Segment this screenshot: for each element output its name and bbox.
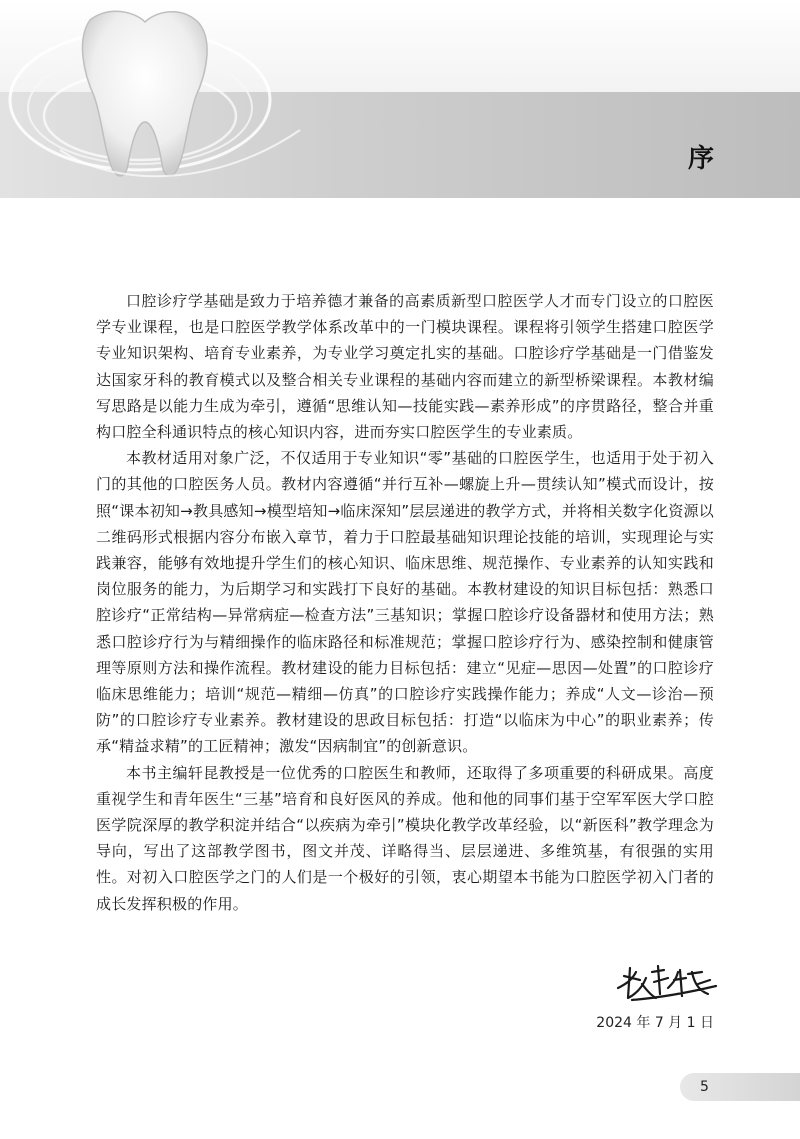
preface-body <box>96 288 714 917</box>
signature-date: 2024 年 7 月 1 日 <box>596 1015 714 1031</box>
paragraph: 本教材适用对象广泛，不仅适用于专业知识“零”基础的口腔医学生，也适用于处于初入门的其他的口腔医务人员。教材内容遵循“并行互补—螺旋上升—贯续认知”模式而设计，按照“课本初知→教具感知→模型培知→临床深知”层层递进的教学方式，并将相关数字化资源以二维码形式根据内容分布嵌入章节，着力于口腔最基础知识理论技能的培训，实现理论与实践兼容，能够有效地提升学生们的核心知识、临床思维、规范操作、专业素养的认知实践和岗位服务的能力，为后期学习和实践打下良好的基础。本教材建设的知识目标包括：熟悉口腔诊疗“正常结构—异常病症—检查方法”三基知识；掌握口腔诊疗设备器材和使用方法；熟悉口腔诊疗行为与精细操作的临床路径和标准规范；掌握口腔诊疗行为、感染控制和健康管理等原则方法和操作流程。教材建设的能力目标包括：建立“见症—思因—处置”的口腔诊疗临床思维能力；培训“规范—精细—仿真”的口腔诊疗实践操作能力；养成“人文—诊治—预防”的口腔诊疗专业素养。教材建设的思政目标包括：打造“以临床为中心”的职业素养；传承“精益求精”的工匠精神；激发“因病制宜”的创新意识。 <box>96 449 714 756</box>
paragraph: 本书主编轩昆教授是一位优秀的口腔医生和教师，还取得了多项重要的科研成果。高度重视学生和青年医生“三基”培育和良好医风的养成。他和他的同事们基于空军军医大学口腔医学院深厚的教学积淀并结合“以疾病为牵引”模块化教学改革经验，以“新医科”教学理念为导向，写出了这部教学图书，图文并茂、详略得当、层层递进、多维筑基，有很强的实用性。对初入口腔医学之门的人们是一个极好的引领，衷心期望本书能为口腔医学初入门者的成长发挥积极的作用。 <box>96 763 714 913</box>
header-banner <box>0 0 800 198</box>
page-number: 5 <box>700 1079 709 1095</box>
page-number-tab <box>680 1073 800 1101</box>
handwritten-signature <box>612 958 722 1006</box>
paragraph: 口腔诊疗学基础是致力于培养德才兼备的高素质新型口腔医学人才而专门设立的口腔医学专业课程，也是口腔医学教学体系改革中的一门模块课程。课程将引领学生搭建口腔医学专业知识架构、培育专业素养，为专业学习奠定扎实的基础。口腔诊疗学基础是一门借鉴发达国家牙科的教育模式以及整合相关专业课程的基础内容而建立的新型桥梁课程。本教材编写思路是以能力生成为牵引，遵循“思维认知—技能实践—素养形成”的序贯路径，整合并重构口腔全科通识特点的核心知识内容，进而夯实口腔医学生的专业素质。 <box>96 292 714 442</box>
tooth-illustration-icon <box>0 0 330 198</box>
page-title: 序 <box>687 144 716 174</box>
